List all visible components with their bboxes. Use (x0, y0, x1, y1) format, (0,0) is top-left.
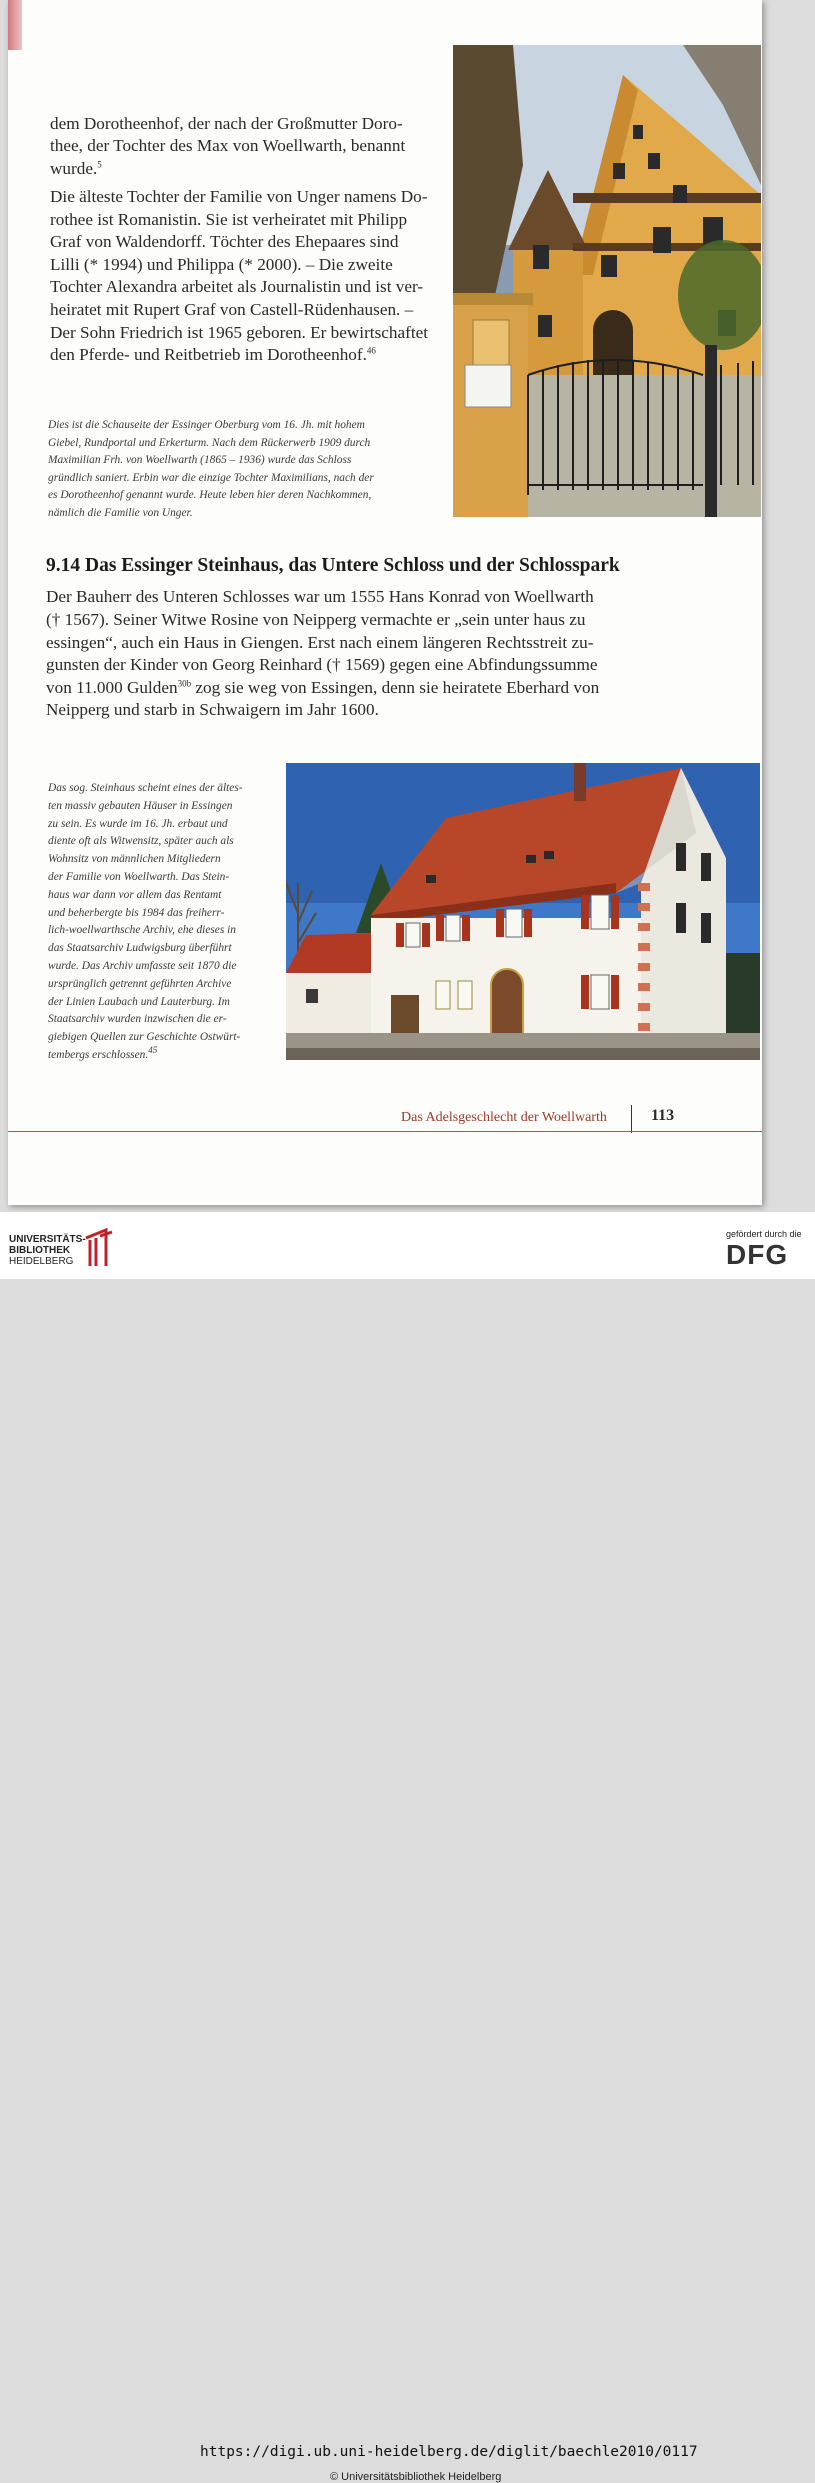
footnote-ref-5: 5 (97, 159, 102, 170)
funded-by-label: gefördert durch die (726, 1229, 802, 1239)
section-body-line-2: († 1567). Seiner Witwe Rosine von Neipperg vermachte er „sein unter haus zu (46, 609, 586, 629)
caption-oberburg-line-5: es Dorotheenhof genannt wurde. Heute leben hier deren Nachkommen, (48, 489, 372, 502)
library-name-line-2: BIBLIOTHEK (9, 1245, 71, 1256)
photo-steinhaus-illustration (286, 763, 760, 1060)
caption-steinhaus-last-line (48, 1047, 270, 1064)
caption-steinhaus-line-5: Wohnsitz von männlichen Mitgliedern (48, 853, 221, 866)
photo-steinhaus (286, 763, 760, 1060)
library-name-line-1: UNIVERSITÄTS- (9, 1234, 86, 1245)
paragraph-2-line-6: heiratet mit Rupert Graf von Castell-Rüdenhausen. – (50, 300, 414, 319)
footnote-ref-30b: 30b (177, 678, 192, 689)
paragraph-1-line-3-text: wurde. (50, 159, 98, 178)
caption-oberburg-line-6: nämlich die Familie von Unger. (48, 507, 193, 519)
library-logo-icon (84, 1228, 114, 1268)
page-url-link[interactable]: https://digi.ub.uni-heidelberg.de/diglit/baechle2010/0117 (200, 2444, 698, 2460)
section-body-line-1: Der Bauherr des Unteren Schlosses war um 1555 Hans Konrad von Woellwarth (46, 587, 594, 606)
paragraph-2-line-1: Die älteste Tochter der Familie von Unger namens Do- (50, 187, 428, 206)
caption-steinhaus-line-12: ursprünglich getrennt geführten Archive (48, 977, 232, 990)
library-name-line-3: HEIDELBERG (9, 1256, 74, 1267)
paragraph-2-line-3: Graf von Waldendorff. Töchter des Ehepaares sind (50, 232, 399, 252)
caption-oberburg-line-1: Dies ist die Schauseite der Essinger Oberburg vom 16. Jh. mit hohem (48, 419, 365, 431)
caption-steinhaus-line-2: ten massiv gebauten Häuser in Essingen (48, 799, 233, 812)
paragraph-1-line-2: thee, der Tochter des Max von Woellwarth, benannt (50, 136, 406, 155)
caption-steinhaus-line-13: der Linien Laubach und Lauterburg. Im (48, 995, 230, 1008)
footer-divider (631, 1105, 632, 1133)
copyright-notice: © Universitätsbibliothek Heidelberg (330, 2471, 502, 2483)
caption-steinhaus-line-11: wurde. Das Archiv umfasste seit 1870 die (48, 960, 237, 972)
photo-oberburg (453, 45, 761, 517)
paragraph-2-line-7: Der Sohn Friedrich ist 1965 geboren. Er bewirtschaftet (50, 322, 429, 342)
caption-steinhaus-line-8: und beherbergte bis 1984 das freiherr- (48, 906, 225, 919)
dfg-logo: DFG (726, 1239, 789, 1270)
paragraph-1-line-1: dem Dorotheenhof, der nach der Großmutter Doro- (50, 114, 403, 133)
caption-steinhaus-line-3: zu sein. Es wurde im 16. Jh. erbaut und (48, 817, 228, 830)
caption-oberburg-line-2: Giebel, Rundportal und Erkerturm. Nach dem Rückerwerb 1909 durch (48, 436, 371, 449)
book-page (8, 0, 762, 1205)
footnote-ref-46: 46 (366, 345, 376, 356)
paragraph-2-line-2: rothee ist Romanistin. Sie ist verheiratet mit Philipp (50, 209, 408, 229)
section-body-line-5-start: von 11.000 Gulden (46, 678, 178, 697)
caption-steinhaus-line-6: der Familie von Woellwarth. Das Stein- (48, 871, 230, 883)
paragraph-1-line-3 (50, 158, 444, 181)
footer-rule (8, 1131, 762, 1132)
section-body-line-3: essingen“, auch ein Haus in Giengen. Erst nach einem längeren Rechtsstreit zu- (46, 632, 594, 652)
caption-steinhaus-line-9: lich-woellwarthsche Archiv, ehe dieses in (48, 924, 237, 937)
paragraph-2-line-5: Tochter Alexandra arbeitet als Journalistin und ist ver- (50, 277, 424, 297)
footnote-ref-45: 45 (148, 1045, 158, 1056)
photo-oberburg-illustration (453, 45, 761, 517)
section-body-line-4: gunsten der Kinder von Georg Reinhard († 1569) gegen eine Abfindungssumme (46, 655, 598, 675)
caption-steinhaus-line-15: giebigen Quellen zur Geschichte Ostwürt- (48, 1031, 241, 1044)
page-spine-edge (8, 0, 22, 50)
section-body-line-5-end: zog sie weg von Essingen, denn sie heiratete Eberhard von (191, 678, 600, 697)
paragraph-2-last-line (50, 344, 444, 367)
running-footer-title: Das Adelsgeschlecht der Woellwarth (401, 1110, 607, 1125)
caption-steinhaus-line-1: Das sog. Steinhaus scheint eines der ältes- (48, 782, 243, 794)
caption-steinhaus-last-line-text: tembergs erschlossen. (48, 1049, 149, 1061)
section-body-line-6: Neipperg und starb in Schwaigern im Jahr 1600. (46, 700, 379, 719)
digital-library-bar (0, 1212, 815, 2483)
caption-steinhaus-line-4: diente oft als Witwensitz, später auch als (48, 835, 234, 848)
page-number: 113 (651, 1107, 675, 1124)
paragraph-2-line-4: Lilli (* 1994) und Philippa (* 2000). – Die zweite (50, 254, 393, 274)
paragraph-2-last-line-text: den Pferde- und Reitbetrieb im Dorotheenhof. (50, 345, 367, 364)
caption-oberburg-line-4: gründlich saniert. Erbin war die einzige Tochter Maximilians, nach der (48, 471, 374, 484)
caption-oberburg-line-3: Maximilian Frh. von Woellwarth (1865 – 1936) wurde das Schloss (48, 454, 352, 467)
caption-steinhaus-line-10: das Staatsarchiv Ludwigsburg überführt (48, 942, 232, 955)
section-heading: 9.14 Das Essinger Steinhaus, das Untere Schloss und der Schlosspark (46, 555, 620, 576)
caption-steinhaus-line-14: Staatsarchiv wurden inzwischen die er- (48, 1013, 227, 1026)
section-body-line-5 (46, 677, 644, 700)
caption-steinhaus-line-7: haus war dann vor allem das Rentamt (48, 888, 222, 901)
